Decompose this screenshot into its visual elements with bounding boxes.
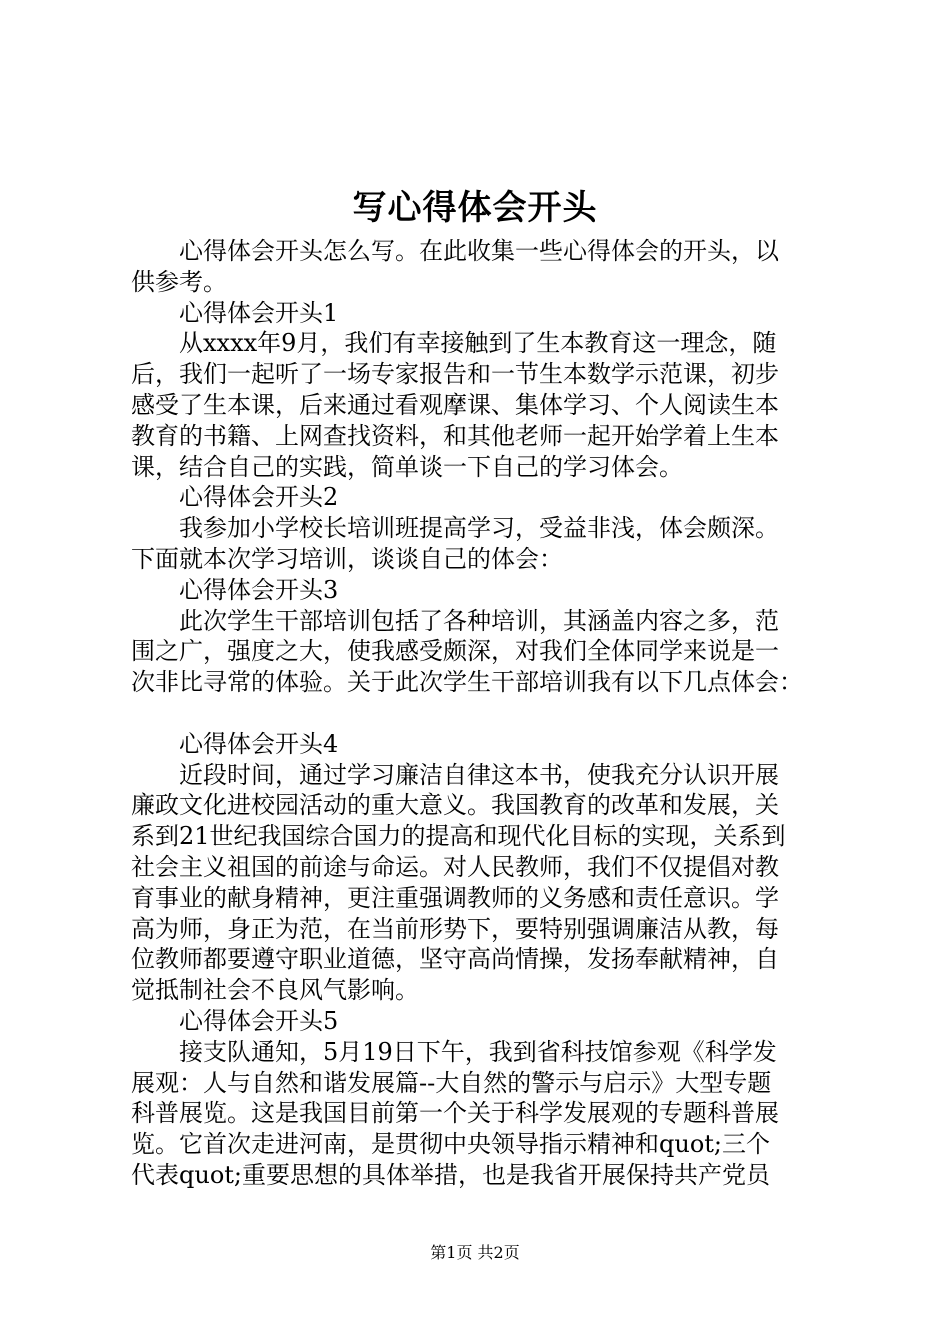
paragraph-line: 育事业的献身精神，更注重强调教师的义务感和责任意识。学 <box>131 883 779 912</box>
paragraph-line: 位教师都要遵守职业道德，坚守高尚情操，发扬奉献精神，自 <box>131 945 779 974</box>
section-heading: 心得体会开头2 <box>179 483 339 512</box>
paragraph-line: 教育的书籍、上网查找资料，和其他老师一起开始学着上生本 <box>131 421 779 450</box>
paragraph-line: 课，结合自己的实践，简单谈一下自己的学习体会。 <box>131 452 683 481</box>
paragraph-line: 供参考。 <box>131 267 227 296</box>
paragraph-line: 后，我们一起听了一场专家报告和一节生本数学示范课，初步 <box>131 360 779 389</box>
paragraph-line: 科普展览。这是我国目前第一个关于科学发展观的专题科普展 <box>131 1099 779 1128</box>
page-footer: 第1页 共2页 <box>430 1243 520 1262</box>
document-body <box>131 236 831 1191</box>
paragraph-line: 接支队通知，5月19日下午，我到省科技馆参观《科学发 <box>179 1037 777 1066</box>
section-heading: 心得体会开头3 <box>179 575 339 604</box>
blank-line <box>131 698 831 729</box>
paragraph-line: 代表quot;重要思想的具体举措，也是我省开展保持共产党员 <box>131 1160 770 1189</box>
paragraph-line: 心得体会开头怎么写。在此收集一些心得体会的开头，以 <box>179 237 779 265</box>
paragraph-line: 此次学生干部培训包括了各种培训，其涵盖内容之多，范 <box>179 606 779 635</box>
paragraph-line: 觉抵制社会不良风气影响。 <box>131 976 419 1005</box>
paragraph-line: 围之广，强度之大，使我感受颇深，对我们全体同学来说是一 <box>131 637 779 666</box>
paragraph-line: 近段时间，通过学习廉洁自律这本书，使我充分认识开展 <box>179 760 779 789</box>
paragraph-line: 从xxxx年9月，我们有幸接触到了生本教育这一理念，随 <box>179 329 777 358</box>
paragraph-line: 我参加小学校长培训班提高学习，受益非浅，体会颇深。 <box>179 514 779 543</box>
paragraph-line: 廉政文化进校园活动的重大意义。我国教育的改革和发展，关 <box>131 791 779 820</box>
paragraph-line: 次非比寻常的体验。关于此次学生干部培训我有以下几点体会： <box>131 668 803 697</box>
paragraph-line: 系到21世纪我国综合国力的提高和现代化目标的实现，关系到 <box>131 822 786 851</box>
paragraph-line: 社会主义祖国的前途与命运。对人民教师，我们不仅提倡对教 <box>131 852 779 881</box>
section-heading: 心得体会开头4 <box>179 729 339 758</box>
paragraph-line: 高为师，身正为范，在当前形势下，要特别强调廉洁从教，每 <box>131 914 779 943</box>
section-heading: 心得体会开头5 <box>179 1006 339 1035</box>
paragraph-line: 览。它首次走进河南，是贯彻中央领导指示精神和quot;三个 <box>131 1130 770 1159</box>
document-title: 写心得体会开头 <box>352 188 598 228</box>
section-heading: 心得体会开头1 <box>179 298 339 327</box>
paragraph-line: 感受了生本课，后来通过看观摩课、集体学习、个人阅读生本 <box>131 390 779 419</box>
paragraph-line: 下面就本次学习培训，谈谈自己的体会： <box>131 544 563 573</box>
paragraph-line: 展观：人与自然和谐发展篇--大自然的警示与启示》大型专题 <box>131 1068 772 1097</box>
